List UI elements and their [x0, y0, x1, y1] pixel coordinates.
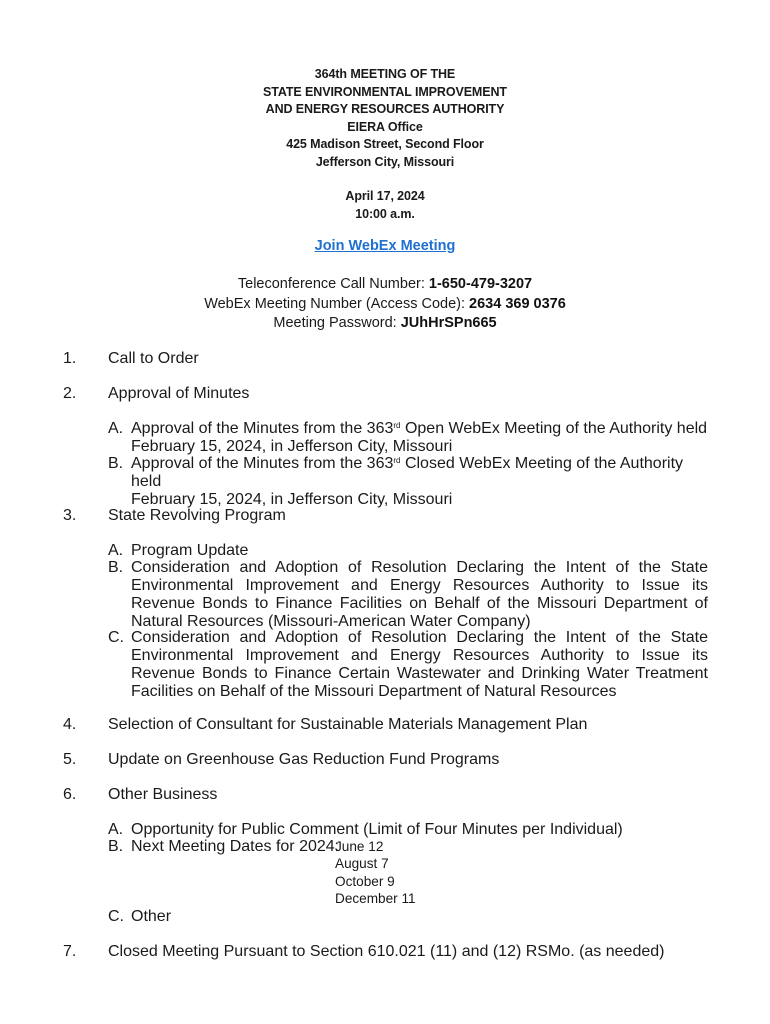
- agenda-number: 5.: [63, 751, 77, 768]
- subitem-6a: [108, 821, 708, 839]
- meeting-number-label: WebEx Meeting Number (Access Code):: [204, 295, 470, 312]
- agenda-number: 7.: [63, 943, 77, 960]
- subitem-text: Approval of the Minutes from the 363rd Open WebEx Meeting of the Authority held February 15, 2024, in Jefferson City, Missouri: [131, 420, 708, 455]
- subitem-letter: C.: [108, 908, 124, 925]
- password-line: [0, 314, 770, 334]
- subitem-3a: [108, 542, 708, 560]
- subitem-letter: A.: [108, 821, 124, 838]
- teleconference-info: [0, 275, 770, 334]
- call-number-label: Teleconference Call Number:: [237, 276, 429, 292]
- call-number-line: [0, 275, 770, 295]
- subitem-2a: [108, 420, 708, 456]
- subitem-text: Approval of the Minutes from the 363rd Closed WebEx Meeting of the Authority held February 15, 2024, in Jefferson City, Missouri: [131, 455, 684, 508]
- subitem-text: Next Meeting Dates for 2024:: [131, 838, 340, 855]
- agenda-number: 6.: [63, 786, 77, 803]
- subitem-3c: [108, 629, 708, 701]
- next-meeting-dates: [335, 838, 416, 908]
- header-line-meeting: 364th MEETING OF THE: [314, 67, 456, 81]
- agenda-number: 2.: [63, 385, 77, 402]
- subitem-text: Consideration and Adoption of Resolution Declaring the Intent of the State Environmental Improvement and Energy Resources Authority to Issue its Revenue Bonds to Finance Certain Wastewater and Drinking Water Treatment Facilities on Behalf of the Missouri Department of Natural Resources: [131, 629, 708, 700]
- subitem-text: Consideration and Adoption of Resolution Declaring the Intent of the State Environmental Improvement and Energy Resources Authority to Issue its Revenue Bonds to Finance Facilities on Behalf of the Missouri Department of Natural Resources (Missouri-American Water Company): [131, 559, 708, 630]
- header-line-office: EIERA Office: [347, 119, 423, 134]
- meeting-number: 2634 369 0376: [469, 295, 566, 312]
- agenda-title: Selection of Consultant for Sustainable Materials Management Plan: [108, 716, 588, 733]
- agenda-number: 3.: [63, 507, 77, 524]
- agenda-title: Closed Meeting Pursuant to Section 610.021 (11) and (12) RSMo. (as needed): [108, 943, 665, 960]
- agenda-number: 1.: [63, 350, 77, 367]
- subitem-6c: [108, 908, 708, 926]
- meeting-date-item: October 9: [335, 873, 395, 889]
- header-line-authority-2: AND ENERGY RESOURCES AUTHORITY: [265, 102, 505, 116]
- agenda-title: State Revolving Program: [108, 507, 286, 524]
- meeting-date-item: August 7: [335, 856, 389, 872]
- meeting-date-item: December 11: [335, 891, 416, 907]
- call-number: 1-650-479-3207: [428, 276, 533, 292]
- subitem-letter: A.: [108, 420, 124, 437]
- subitem-3b: [108, 559, 708, 631]
- agenda-title: Other Business: [108, 786, 218, 803]
- meeting-header: [0, 66, 770, 223]
- meeting-password: JUhHrSPn665: [400, 315, 497, 331]
- password-label: Meeting Password:: [273, 315, 401, 331]
- subitem-text: Opportunity for Public Comment (Limit of Four Minutes per Individual): [131, 821, 623, 838]
- header-line-address: 425 Madison Street, Second Floor: [286, 137, 484, 151]
- meeting-date: April 17, 2024: [345, 189, 425, 203]
- meeting-date-item: June 12: [335, 839, 384, 854]
- join-webex-link[interactable]: Join WebEx Meeting: [314, 238, 456, 254]
- subitem-letter: C.: [108, 629, 124, 646]
- subitem-text: Other: [131, 908, 172, 925]
- meeting-time: 10:00 a.m.: [355, 206, 415, 221]
- agenda-title: Update on Greenhouse Gas Reduction Fund Programs: [108, 751, 500, 768]
- agenda-title: Approval of Minutes: [108, 385, 250, 402]
- subitem-letter: B.: [108, 559, 124, 576]
- subitem-letter: B.: [108, 455, 124, 472]
- subitem-letter: A.: [108, 542, 124, 559]
- meeting-number-line: [0, 295, 770, 315]
- agenda-title: Call to Order: [108, 350, 199, 367]
- header-line-city: Jefferson City, Missouri: [315, 154, 455, 169]
- subitem-letter: B.: [108, 838, 124, 855]
- header-line-authority-1: STATE ENVIRONMENTAL IMPROVEMENT: [263, 84, 507, 99]
- agenda-number: 4.: [63, 716, 77, 733]
- subitem-text: Program Update: [131, 542, 249, 559]
- subitem-2b: [108, 455, 708, 509]
